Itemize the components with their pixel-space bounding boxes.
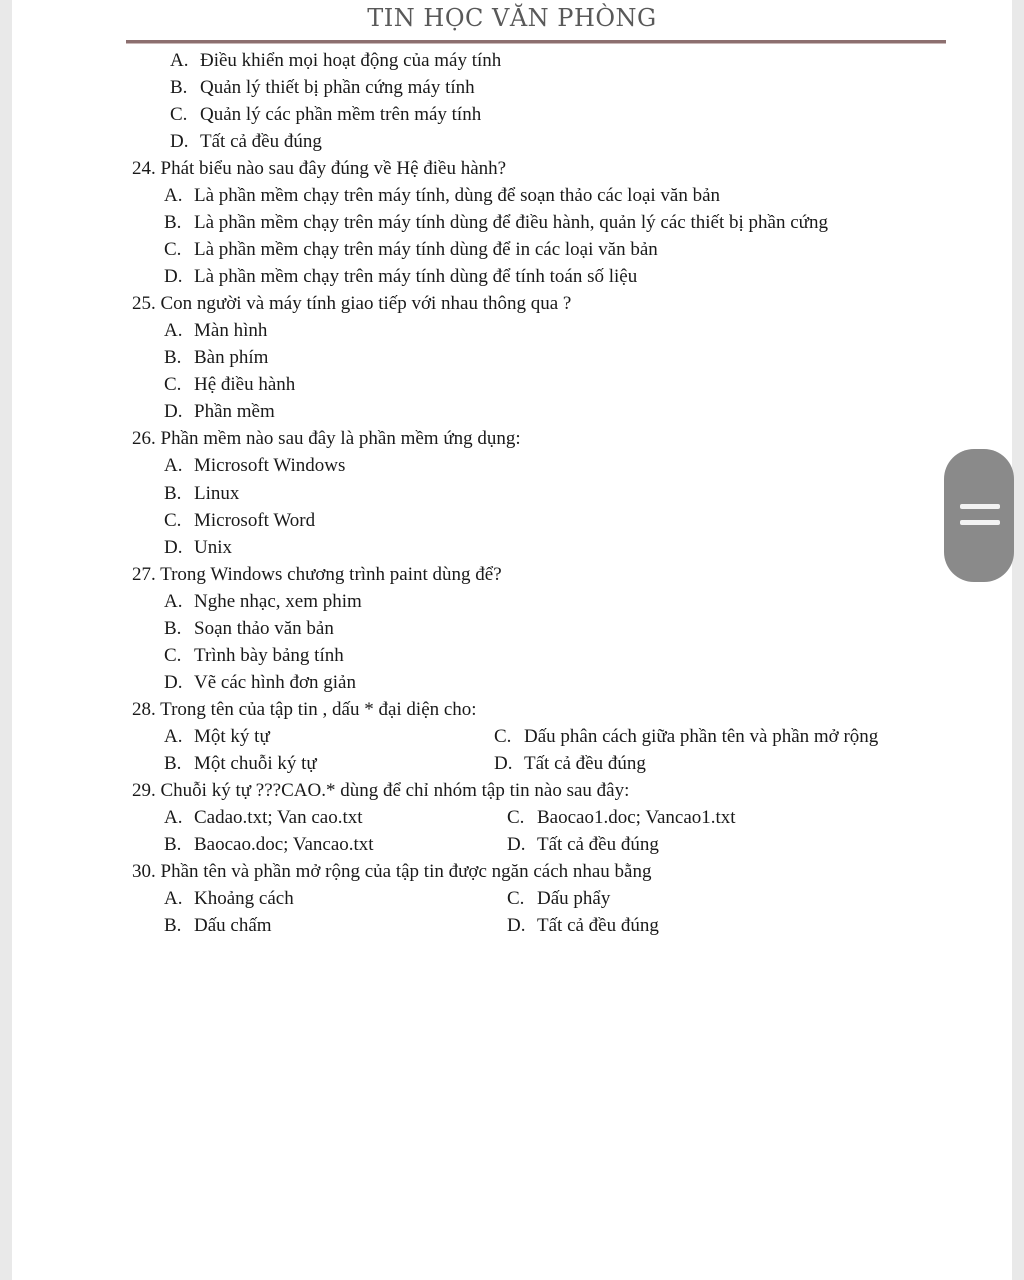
q25-option-c: C. Hệ điều hành xyxy=(164,374,296,395)
q25-option-b: B. Bàn phím xyxy=(164,347,269,368)
q27-option-a: A. Nghe nhạc, xem phim xyxy=(164,591,362,612)
q29-option-c: C. Baocao1.doc; Vancao1.txt xyxy=(507,807,736,828)
q26-question: 26. Phần mềm nào sau đây là phần mềm ứng dụng: xyxy=(132,428,521,449)
header-divider xyxy=(126,40,946,44)
q23-option-b: B. Quản lý thiết bị phần cứng máy tính xyxy=(170,77,475,98)
grip-line-icon xyxy=(960,520,1000,525)
q24-option-a: A. Là phần mềm chạy trên máy tính, dùng để soạn thảo các loại văn bản xyxy=(164,185,721,206)
q29-option-b: B. Baocao.doc; Vancao.txt xyxy=(164,834,374,855)
scroll-handle[interactable] xyxy=(944,449,1014,582)
q23-option-d: D. Tất cả đều đúng xyxy=(170,131,322,152)
q25-option-a: A. Màn hình xyxy=(164,320,268,341)
page-header-title: TIN HỌC VĂN PHÒNG xyxy=(367,4,657,32)
q24-option-d: D. Là phần mềm chạy trên máy tính dùng để tính toán số liệu xyxy=(164,266,638,287)
q26-option-c: C. Microsoft Word xyxy=(164,510,316,531)
q29-option-d: D. Tất cả đều đúng xyxy=(507,834,659,855)
q26-option-a: A. Microsoft Windows xyxy=(164,455,346,476)
q29-question: 29. Chuỗi ký tự ???CAO.* dùng để chỉ nhóm tập tin nào sau đây: xyxy=(132,780,630,801)
q24-option-b: B. Là phần mềm chạy trên máy tính dùng để điều hành, quản lý các thiết bị phần cứng xyxy=(164,212,828,233)
q27-question: 27. Trong Windows chương trình paint dùng để? xyxy=(132,564,502,585)
q28-option-d: D. Tất cả đều đúng xyxy=(494,753,646,774)
q23-option-c: C. Quản lý các phần mềm trên máy tính xyxy=(170,104,482,125)
q23-option-a: A. Điều khiển mọi hoạt động của máy tính xyxy=(170,50,502,71)
q27-option-c: C. Trình bày bảng tính xyxy=(164,645,344,666)
q26-option-d: D. Unix xyxy=(164,537,232,558)
q28-option-b: B. Một chuỗi ký tự xyxy=(164,753,317,774)
q30-option-b: B. Dấu chấm xyxy=(164,915,272,936)
q25-question: 25. Con người và máy tính giao tiếp với nhau thông qua ? xyxy=(132,293,572,314)
q30-question: 30. Phần tên và phần mở rộng của tập tin được ngăn cách nhau bằng xyxy=(132,861,652,882)
q30-option-a: A. Khoảng cách xyxy=(164,888,294,909)
q30-option-c: C. Dấu phẩy xyxy=(507,888,611,909)
q27-option-b: B. Soạn thảo văn bản xyxy=(164,618,334,639)
q25-option-d: D. Phần mềm xyxy=(164,401,275,422)
q27-option-d: D. Vẽ các hình đơn giản xyxy=(164,672,356,693)
q30-option-d: D. Tất cả đều đúng xyxy=(507,915,659,936)
q28-option-a: A. Một ký tự xyxy=(164,726,270,747)
q26-option-b: B. Linux xyxy=(164,483,240,504)
q28-option-c: C. Dấu phân cách giữa phần tên và phần mở rộng xyxy=(494,726,879,747)
q29-option-a: A. Cadao.txt; Van cao.txt xyxy=(164,807,363,828)
grip-line-icon xyxy=(960,504,1000,509)
document-page xyxy=(12,0,1012,1280)
q24-question: 24. Phát biểu nào sau đây đúng về Hệ điều hành? xyxy=(132,158,507,179)
q24-option-c: C. Là phần mềm chạy trên máy tính dùng để in các loại văn bản xyxy=(164,239,658,260)
q28-question: 28. Trong tên của tập tin , dấu * đại diện cho: xyxy=(132,699,477,720)
